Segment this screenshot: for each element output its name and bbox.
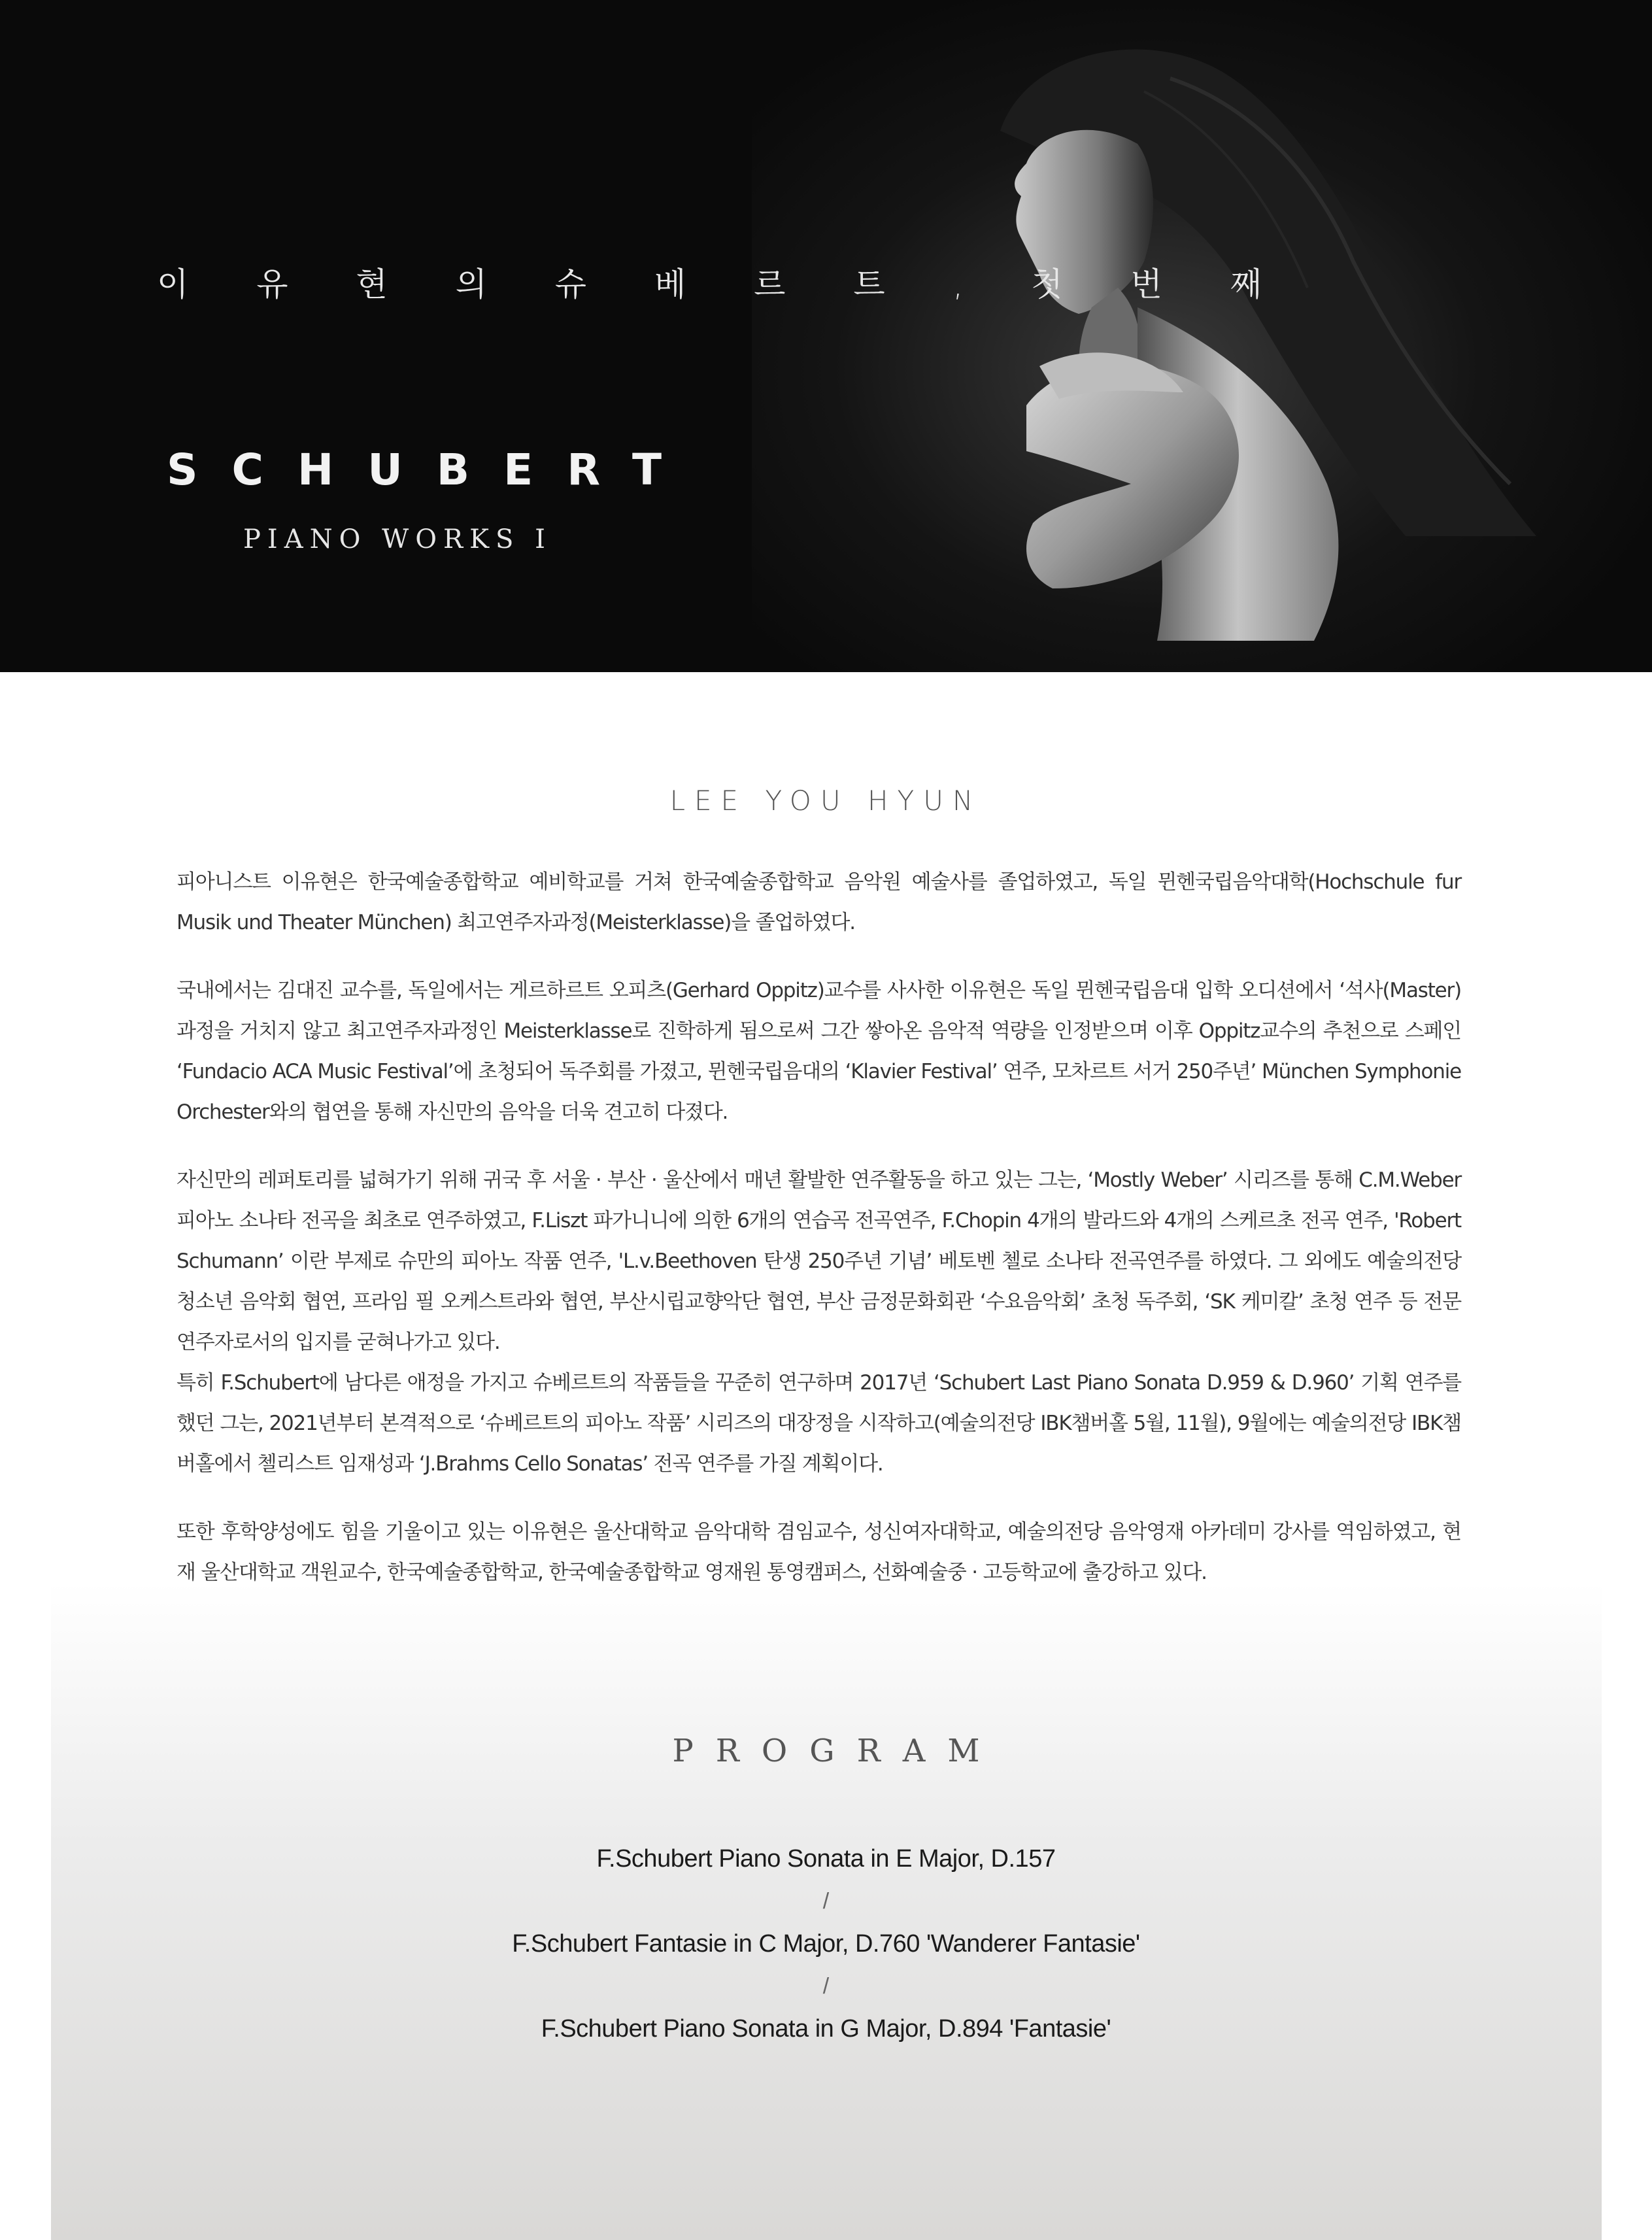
hero-subtitle: 이 유 현 의 슈 베 르 트 , 첫 번 째: [157, 265, 1291, 303]
program-item: F.Schubert Piano Sonata in E Major, D.157: [596, 1845, 1056, 1873]
program-list: [0, 1837, 1652, 2050]
bio-paragraph: 또한 후학양성에도 힘을 기울이고 있는 이유현은 울산대학교 음악대학 겸임교수, 성신여자대학교, 예술의전당 음악영재 아카데미 강사를 역임하였고, 현재 울산대학교 객원교수, 한국예술종합학교, 한국예술종합학교 영재원 통영캠퍼스, 선화예술중 · 고등학교에 출강하고 있다.: [177, 1520, 1461, 1584]
program-heading: PROGRAM: [672, 1733, 1002, 1769]
program-item: F.Schubert Fantasie in C Major, D.760 'Wanderer Fantasie': [512, 1930, 1140, 1958]
bio-paragraph: 피아니스트 이유현은 한국예술종합학교 예비학교를 거쳐 한국예술종합학교 음악원 예술사를 졸업하였고, 독일 뮌헨국립음악대학(Hochschule fur Musik und Theater München) 최고연주자과정(Meisterklasse)을 졸업하였다.: [177, 870, 1461, 934]
program-separator: /: [822, 1974, 830, 1999]
bio-paragraph: 자신만의 레퍼토리를 넓혀가기 위해 귀국 후 서울 · 부산 · 울산에서 매년 활발한 연주활동을 하고 있는 그는, ‘Mostly Weber’ 시리즈를 통해 C.M.Weber 피아노 소나타 전곡을 최초로 연주하였고, F.Liszt 파가니니에 의한 6개의 연습곡 전곡연주, F.Chopin 4개의 발라드와 4개의 스케르초 전곡 연주, 'Robert Schumann’ 이란 부제로 슈만의 피아노 작품 연주, 'L.v.Beethoven 탄생 250주년 기념’ 베토벤 첼로 소나타 전곡연주를 하였다. 그 외에도 예술의전당 청소년 음악회 협연, 프라임 필 오케스트라와 협연, 부산시립교향악단 협연, 부산 금정문화회관 ‘수요음악회’ 초청 독주회, ‘SK 케미칼’ 초청 연주 등 전문 연주자로서의 입지를 굳혀나가고 있다.: [177, 1168, 1461, 1354]
program-separator: /: [822, 1889, 830, 1914]
hero-works-label: PIANO WORKS Ⅰ: [243, 524, 552, 554]
pianist-portrait-photo: [752, 0, 1652, 672]
biography-text: [177, 862, 1461, 1620]
bio-paragraph: 특히 F.Schubert에 남다른 애정을 가지고 슈베르트의 작품들을 꾸준히 연구하며 2017년 ‘Schubert Last Piano Sonata D.959 & D.960’ 기획 연주를 했던 그는, 2021년부터 본격적으로 ‘슈베르트의 피아노 작품’ 시리즈의 대장정을 시작하고(예술의전당 IBK챔버홀 5월, 11월), 9월에는 예술의전당 IBK챔버홀에서 첼리스트 임재성과 ‘J.Brahms Cello Sonatas’ 전곡 연주를 가질 계획이다.: [177, 1371, 1461, 1476]
bio-paragraph: 국내에서는 김대진 교수를, 독일에서는 게르하르트 오피츠(Gerhard Oppitz)교수를 사사한 이유현은 독일 뮌헨국립음대 입학 오디션에서 ‘석사(Master)과정을 거치지 않고 최고연주자과정인 Meisterklasse로 진학하게 됨으로써 그간 쌓아온 음악적 역량을 인정받으며 이후 Oppitz교수의 추천으로 스페인 ‘Fundacio ACA Music Festival’에 초청되어 독주회를 가졌고, 뮌헨국립음대의 ‘Klavier Festival’ 연주, 모차르트 서거 250주년’ München Symphonie Orchester와의 협연을 통해 자신만의 음악을 더욱 견고히 다졌다.: [177, 979, 1461, 1124]
hero-banner: [0, 0, 1652, 672]
program-item: F.Schubert Piano Sonata in G Major, D.894 'Fantasie': [541, 2015, 1111, 2043]
hero-title: SCHUBERT: [167, 445, 696, 495]
artist-name-heading: LEE YOU HYUN: [669, 785, 983, 817]
